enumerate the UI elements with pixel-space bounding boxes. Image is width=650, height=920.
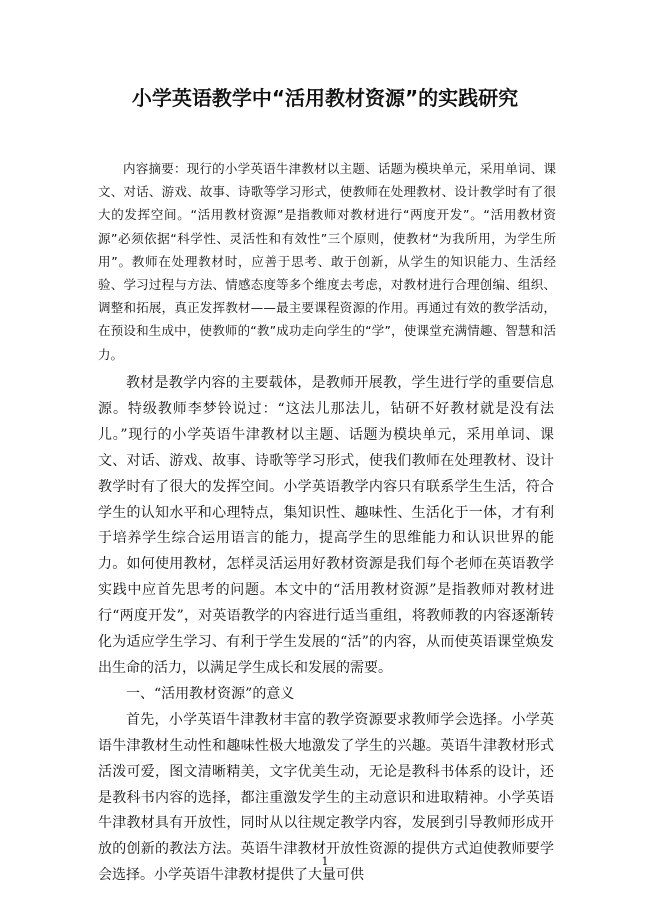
body-text <box>98 371 554 889</box>
abstract-text: 内容摘要：现行的小学英语牛津教材以主题、话题为模块单元，采用单词、课文、对话、游戏、故事、诗歌等学习形式，使教师在处理教材、设计教学时有了很大的发挥空间。“活用教材资源”是指教师对教材进行“两度开发”。“活用教材资源”必须依据“科学性、灵活性和有效性”三个原则，使教材“为我所用，为学生所用”。教师在处理教材时，应善于思考、敢于创新，从学生的知识能力、生活经验、学习过程与方法、情感态度等多个维度去考虑，对教材进行合理创编、组织、调整和拓展，真正发挥教材——最主要课程资源的作用。再通过有效的教学活动，在预设和生成中，使教师的“教”成功走向学生的“学”，使课堂充满情趣、智慧和活力。 <box>98 161 556 362</box>
section-heading: 一、“活用教材资源”的意义 <box>126 685 295 702</box>
document-title: 小学英语教学中“活用教材资源”的实践研究 <box>131 86 519 110</box>
page-number: 1 <box>321 855 329 868</box>
body-paragraph: 首先，小学英语牛津教材丰富的教学资源要求教师学会选择。小学英语牛津教材生动性和趣味性极大地激发了学生的兴趣。英语牛津教材形式活泼可爱，图文清晰精美，文字优美生动，无论是教科书体系的设计，还是教科书内容的选择，都注重激发学生的主动意识和进取精神。小学英语牛津教材具有开放性，同时从以往规定教学内容，发展到引导教师形成开放的创新的教法方法。英语牛津教材开放性资源的提供方式迫使教师要学会选择。小学英语牛津教材提供了大量可供 <box>98 711 554 884</box>
body-paragraph: 教材是教学内容的主要载体，是教师开展教，学生进行学的重要信息源。特级教师李梦铃说过：“这法儿那法儿，钻研不好教材就是没有法儿。”现行的小学英语牛津教材以主题、话题为模块单元，采用单词、课文、对话、游戏、故事、诗歌等学习形式，使我们教师在处理教材、设计教学时有了很大的发挥空间。小学英语教学内容只有联系学生生活，符合学生的认知水平和心理特点，集知识性、趣味性、生活化于一体，才有利于培养学生综合运用语言的能力，提高学生的思维能力和认识世界的能力。如何使用教材，怎样灵活运用好教材资源是我们每个老师在英语教学实践中应首先思考的问题。本文中的“活用教材资源”是指教师对教材进行“两度开发”，对英语教学的内容进行适当重组，将教师教的内容逐渐转化为适应学生学习、有利于学生发展的“活”的内容，从而使英语课堂焕发出生命的活力，以满足学生成长和发展的需要。 <box>98 375 554 676</box>
